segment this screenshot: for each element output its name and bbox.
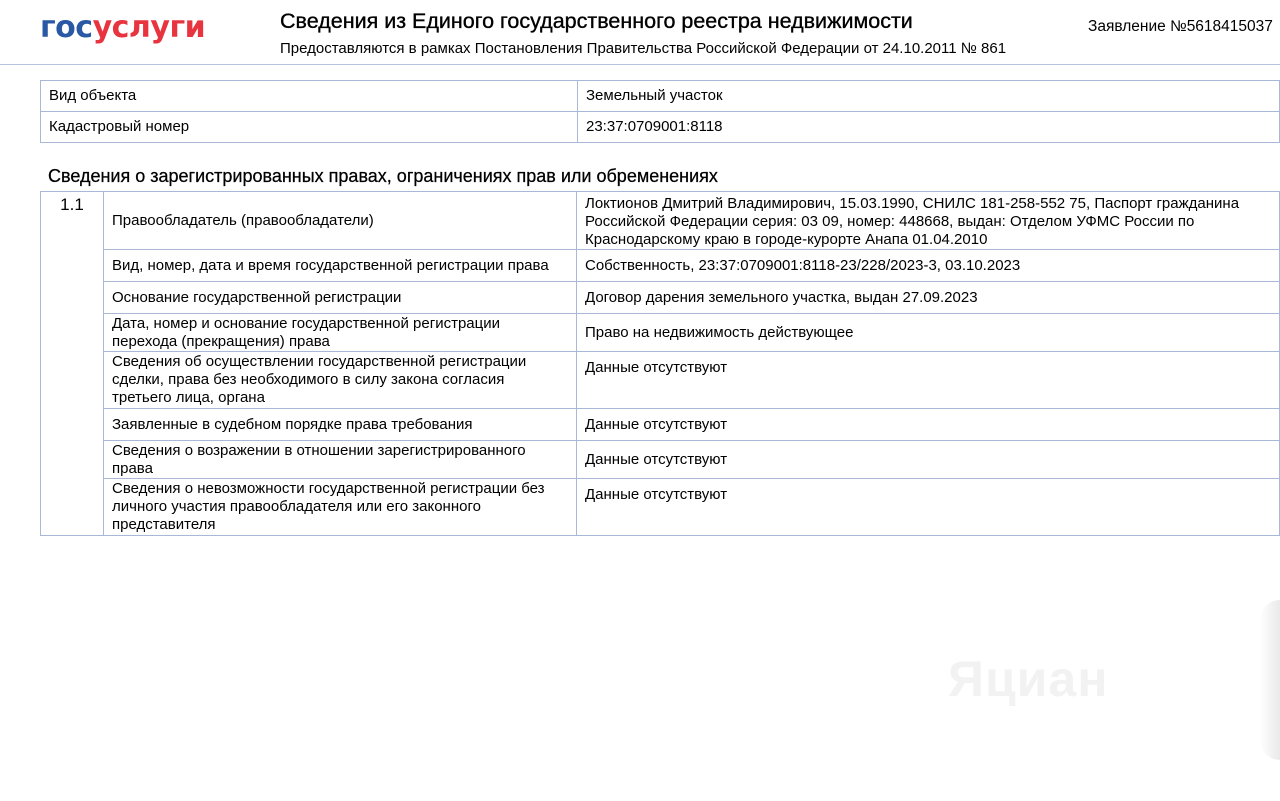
object-info-table <box>40 80 1280 143</box>
objection-info-label: Сведения о возражении в отношении зарегистрированного права <box>104 441 577 479</box>
personal-participation-label: Сведения о невозможности государственной регистрации без личного участия правообладателя или его законного представителя <box>104 479 577 536</box>
court-claims-label: Заявленные в судебном порядке права требования <box>104 409 577 441</box>
logo-part-gos: гос <box>40 10 93 45</box>
page-edge-shadow <box>1260 600 1280 760</box>
logo-part-uslugi: услуги <box>92 10 206 45</box>
rights-table <box>40 191 1280 536</box>
registration-basis-value: Договор дарения земельного участка, выдан 27.09.2023 <box>577 282 1280 314</box>
registration-basis-label: Основание государственной регистрации <box>104 282 577 314</box>
registration-right-label: Вид, номер, дата и время государственной регистрации права <box>104 250 577 282</box>
object-type-label: Вид объекта <box>41 81 578 112</box>
table-row <box>41 112 1280 143</box>
cadastral-number-label: Кадастровый номер <box>41 112 578 143</box>
object-type-value: Земельный участок <box>578 81 1280 112</box>
table-row <box>41 314 1280 352</box>
table-row <box>41 81 1280 112</box>
gosuslugi-logo[interactable] <box>40 10 205 45</box>
document-header <box>0 0 1280 65</box>
application-number: Заявление №5618415037 <box>1088 18 1273 35</box>
transfer-info-value: Право на недвижимость действующее <box>577 314 1280 352</box>
table-row <box>41 250 1280 282</box>
entry-number: 1.1 <box>41 192 104 536</box>
consent-info-value: Данные отсутствуют <box>577 352 1280 409</box>
registration-right-value: Собственность, 23:37:0709001:8118-23/228/2023-3, 03.10.2023 <box>577 250 1280 282</box>
consent-info-label: Сведения об осуществлении государственной регистрации сделки, права без необходимого в силу закона согласия третьего лица, органа <box>104 352 577 409</box>
table-row <box>41 282 1280 314</box>
objection-info-value: Данные отсутствуют <box>577 441 1280 479</box>
rights-holder-label: Правообладатель (правообладатели) <box>104 192 577 250</box>
court-claims-value: Данные отсутствуют <box>577 409 1280 441</box>
personal-participation-value: Данные отсутствуют <box>577 479 1280 536</box>
table-row <box>41 441 1280 479</box>
document-title: Сведения из Единого государственного реестра недвижимости <box>280 9 913 33</box>
table-row <box>41 352 1280 409</box>
cadastral-number-value: 23:37:0709001:8118 <box>578 112 1280 143</box>
table-row <box>41 479 1280 536</box>
rights-section-title: Сведения о зарегистрированных правах, ограничениях прав или обременениях <box>48 166 718 186</box>
table-row <box>41 192 1280 250</box>
transfer-info-label: Дата, номер и основание государственной регистрации перехода (прекращения) права <box>104 314 577 352</box>
document-subtitle: Предоставляются в рамках Постановления Правительства Российской Федерации от 24.10.2011 № 861 <box>280 40 1007 57</box>
watermark-text: Яциан <box>948 651 1109 707</box>
table-row <box>41 409 1280 441</box>
rights-holder-value: Локтионов Дмитрий Владимирович, 15.03.1990, СНИЛС 181-258-552 75, Паспорт гражданина Российской Федерации серия: 03 09, номер: 448668, выдан: Отделом УФМС России по Краснодарскому краю в городе-курорте Анапа 01.04.2010 <box>577 192 1280 250</box>
